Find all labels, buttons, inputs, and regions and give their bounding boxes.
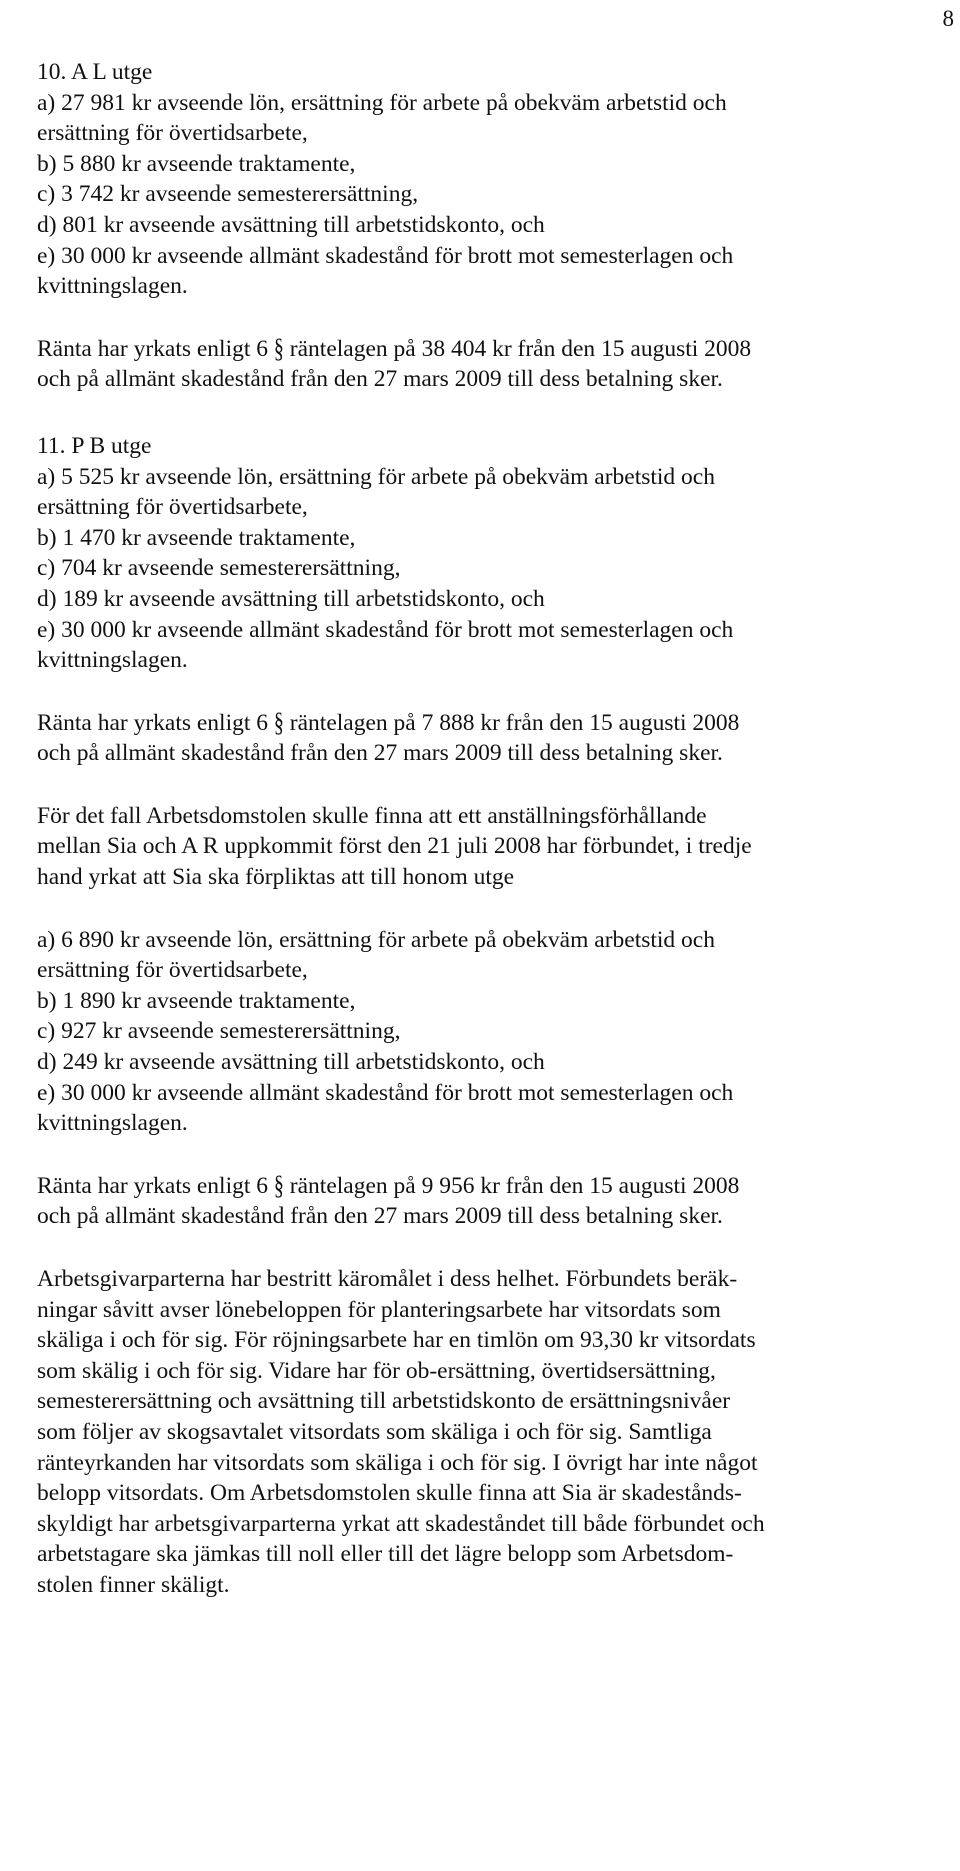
- paragraph-line: hand yrkat att Sia ska förpliktas att till honom utge: [37, 864, 515, 891]
- claim-line: c) 704 kr avseende semesterersättning,: [37, 555, 401, 582]
- claim-line: e) 30 000 kr avseende allmänt skadestånd för brott mot semesterlagen och: [37, 242, 734, 269]
- paragraph-line: som skälig i och för sig. Vidare har för ob-ersättning, övertidsersättning,: [37, 1357, 716, 1384]
- third-claim-intro: [37, 801, 952, 893]
- interest-line: och på allmänt skadestånd från den 27 mars 2009 till dess betalning sker.: [37, 366, 723, 393]
- paragraph-line: Arbetsgivarparterna har bestritt käromålet i dess helhet. Förbundets beräk-: [37, 1266, 738, 1292]
- third-claim-items: [37, 925, 952, 1139]
- paragraph-line: För det fall Arbetsdomstolen skulle finna att ett anställningsförhållande: [37, 802, 707, 829]
- paragraph-line: mellan Sia och A R uppkommit först den 21 juli 2008 har förbundet, i tredje: [37, 833, 752, 860]
- paragraph-line: skäliga i och för sig. För röjningsarbete har en timlön om 93,30 kr vitsordats: [37, 1327, 756, 1354]
- claim-line: a) 6 890 kr avseende lön, ersättning för arbete på obekväm arbetstid och: [37, 926, 715, 953]
- claim-line: kvittningslagen.: [37, 647, 188, 674]
- paragraph-line: stolen finner skäligt.: [37, 1571, 230, 1598]
- claim-line: a) 27 981 kr avseende lön, ersättning för arbete på obekväm arbetstid och: [37, 89, 727, 116]
- section-11: [37, 431, 952, 676]
- page-number: 8: [942, 6, 954, 31]
- claim-line: c) 927 kr avseende semesterersättning,: [37, 1018, 401, 1045]
- interest-line: och på allmänt skadestånd från den 27 mars 2009 till dess betalning sker.: [37, 1203, 723, 1230]
- interest-line: Ränta har yrkats enligt 6 § räntelagen på 38 404 kr från den 15 augusti 2008: [37, 334, 952, 365]
- claim-line: e) 30 000 kr avseende allmänt skadestånd för brott mot semesterlagen och: [37, 616, 734, 643]
- claim-line: b) 1 890 kr avseende traktamente,: [37, 987, 356, 1014]
- claim-line: b) 1 470 kr avseende traktamente,: [37, 524, 356, 551]
- claim-line: a) 5 525 kr avseende lön, ersättning för arbete på obekväm arbetstid och: [37, 463, 715, 490]
- interest-line: Ränta har yrkats enligt 6 § räntelagen på 7 888 kr från den 15 augusti 2008: [37, 708, 952, 739]
- paragraph-line: belopp vitsordats. Om Arbetsdomstolen skulle finna att Sia är skadestånds-: [37, 1480, 742, 1507]
- interest-paragraph: [37, 334, 952, 395]
- paragraph-line: som följer av skogsavtalet vitsordats som skäliga i och för sig. Samtliga: [37, 1418, 712, 1445]
- paragraph-line: ningar såvitt avser lönebeloppen för planteringsarbete har vitsordats som: [37, 1296, 721, 1323]
- section-heading: 10. A L utge: [37, 59, 153, 85]
- paragraph-line: ränteyrkanden har vitsordats som skäliga i och för sig. I övrigt har inte något: [37, 1449, 758, 1476]
- paragraph-line: skyldigt har arbetsgivarparterna yrkat att skadeståndet till både förbundet och: [37, 1510, 765, 1537]
- claim-line: ersättning för övertidsarbete,: [37, 957, 308, 984]
- interest-paragraph: [37, 708, 952, 769]
- claim-line: e) 30 000 kr avseende allmänt skadestånd för brott mot semesterlagen och: [37, 1079, 734, 1106]
- claim-line: d) 801 kr avseende avsättning till arbetstidskonto, och: [37, 211, 545, 238]
- employer-response-paragraph: [37, 1264, 952, 1601]
- claim-line: kvittningslagen.: [37, 1110, 188, 1137]
- paragraph-line: arbetstagare ska jämkas till noll eller till det lägre belopp som Arbetsdom-: [37, 1541, 734, 1568]
- claim-line: c) 3 742 kr avseende semesterersättning,: [37, 181, 419, 208]
- section-sign: §: [273, 1170, 284, 1201]
- section-sign: §: [273, 707, 284, 738]
- paragraph-line: semesterersättning och avsättning till arbetstidskonto de ersättningsnivåer: [37, 1388, 731, 1415]
- claim-line: d) 189 kr avseende avsättning till arbetstidskonto, och: [37, 585, 545, 612]
- interest-line: Ränta har yrkats enligt 6 § räntelagen på 9 956 kr från den 15 augusti 2008: [37, 1171, 952, 1202]
- section-sign: §: [273, 333, 284, 364]
- interest-line: och på allmänt skadestånd från den 27 mars 2009 till dess betalning sker.: [37, 740, 723, 767]
- claim-line: ersättning för övertidsarbete,: [37, 494, 308, 521]
- claim-line: b) 5 880 kr avseende traktamente,: [37, 150, 356, 177]
- interest-paragraph: [37, 1171, 952, 1232]
- section-10: [37, 57, 952, 302]
- claim-line: d) 249 kr avseende avsättning till arbetstidskonto, och: [37, 1049, 545, 1076]
- claim-line: ersättning för övertidsarbete,: [37, 120, 308, 147]
- claim-line: kvittningslagen.: [37, 273, 188, 300]
- document-body: [37, 57, 952, 1601]
- section-heading: 11. P B utge: [37, 432, 152, 459]
